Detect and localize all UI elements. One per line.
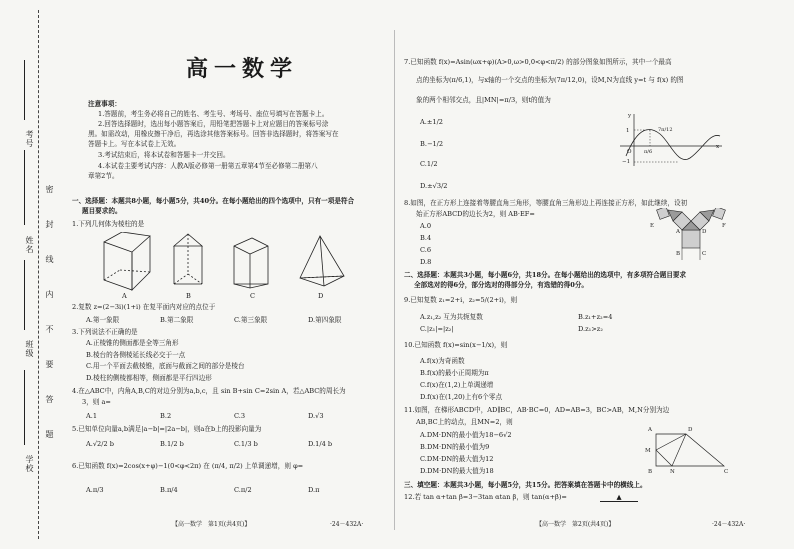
- seal-word: 内: [45, 290, 54, 299]
- binding-strip: [0, 0, 62, 549]
- fig11-label-a: A: [648, 427, 652, 433]
- q6-stem: 6.已知函数 f(x)=2cos(x+φ)−1(0<φ<2π) 在 (π/4, π/2) 上单调递增，则 φ=: [72, 462, 304, 470]
- notice-line: 3.考试结束后，将本试卷和答题卡一并交回。: [98, 151, 230, 159]
- q11-option-c: C.DM·DN的最大值为12: [420, 455, 494, 463]
- q4-option-d: D.√3: [308, 412, 324, 420]
- page-divider: [394, 30, 395, 530]
- graph-label-pi6: π/6: [644, 149, 653, 155]
- seal-word: 题: [45, 430, 54, 439]
- notice-line: 答题卡上。写在本试卷上无效。: [88, 140, 181, 148]
- q9-option-a: A.z₁,z₂ 互为共轭复数: [420, 313, 483, 321]
- fig11-label-n: N: [670, 469, 675, 475]
- q6-option-a: A.π/3: [86, 486, 104, 494]
- fig11-label-b: B: [648, 469, 653, 475]
- notice-line: 黑。如需改动，用橡皮擦干净后，再选涂其他答案标号。回答非选择题时，将答案写在: [88, 130, 339, 138]
- seal-word: 封: [45, 220, 54, 229]
- fig11-label-c: C: [724, 469, 729, 475]
- fig8-label-e: E: [650, 223, 655, 229]
- seal-line: [38, 10, 39, 539]
- seal-word: 答: [45, 395, 54, 404]
- q12-stem: 12.若 tan α+tan β=3−3tan αtan β，则 tan(α+β)=: [404, 493, 567, 501]
- q7-stem-cont: 点的坐标为(π/6,1)，与x轴的一个交点的坐标为(7π/12,0)，设M,N为直线 y=t 与 f(x) 的图: [416, 76, 684, 84]
- q1-label-a: A: [122, 292, 127, 300]
- q11-option-a: A.DM·DN的最小值为18−6√2: [420, 431, 512, 439]
- graph-label-x: x: [716, 144, 720, 150]
- label-class: 班级: [25, 340, 34, 358]
- q2-option-c: C.第三象限: [234, 316, 268, 324]
- q7-option-b: B.−1/2: [420, 140, 444, 148]
- q10-stem: 10.已知函数 f(x)=sin(x−1/x)，则: [404, 341, 508, 349]
- notice-line: 2.回答选择题时，选出每小题答案后，用铅笔把答题卡上对应题目的答案标号涂: [98, 120, 329, 128]
- q8-option-c: C.6: [420, 246, 432, 254]
- q2-stem: 2.复数 z=(2−3i)(1+i) 在复平面内对应的点位于: [72, 303, 216, 311]
- label-exam-number: 考号: [25, 130, 34, 148]
- q3-option-d: D.棱柱的侧棱都相等，侧面都是平行四边形: [86, 374, 212, 382]
- q3-option-a: A.正棱锥的侧面都是全等三角形: [86, 339, 179, 347]
- q8-option-d: D.8: [420, 258, 432, 266]
- footer-left-page: 【高一数学 第1页(共4页)】: [172, 521, 251, 528]
- page-title: 高一数学: [186, 57, 299, 82]
- blank-line-class: [24, 260, 25, 330]
- q5-option-d: D.1/4 b: [308, 440, 333, 448]
- q4-option-b: B.2: [160, 412, 172, 420]
- q7-sine-graph: [616, 112, 726, 168]
- q5-option-b: B.1/2 b: [160, 440, 184, 448]
- q9-option-c: C.|z₁|=|z₂|: [420, 325, 454, 333]
- seal-word: 要: [45, 360, 54, 369]
- q10-option-c: C.f(x)在(1,2)上单调递增: [420, 381, 494, 389]
- q11-trapezoid-figure: [650, 428, 730, 474]
- sine-curve: [626, 129, 720, 159]
- footer-right-page: 【高一数学 第2页(共4页)】: [536, 521, 615, 528]
- q11-option-d: D.DM·DN的最大值为18: [420, 467, 494, 475]
- notice-heading: 注意事项：: [88, 100, 121, 108]
- q3-stem: 3.下列说法不正确的是: [72, 328, 138, 336]
- q8-figure: [652, 208, 730, 266]
- seal-word: 密: [45, 185, 54, 194]
- notice-line: 1.答题前，考生务必将自己的姓名、考生号、考场号、座位号填写在答题卡上。: [98, 110, 329, 118]
- solid-c: [234, 238, 268, 288]
- seal-word: 不: [45, 325, 54, 334]
- q6-option-d: D.π: [308, 486, 320, 494]
- q10-option-b: B.f(x)的最小正周期为π: [420, 369, 489, 377]
- q7-option-a: A.±1/2: [420, 118, 443, 126]
- q7-option-d: D.±√3/2: [420, 182, 448, 190]
- solid-a: [104, 232, 150, 290]
- q11-stem-cont: AB,BC上的动点，且MN=2，则: [416, 418, 513, 426]
- graph-label-neg-one: −1: [622, 159, 631, 165]
- section2-heading: 二、选择题：本题共3小题，每小题6分，共18分。在每小题给出的选项中，有多项符合题目要求: [404, 271, 687, 279]
- trapezoid: [656, 434, 724, 466]
- graph-label-7pi12: 7π/12: [658, 127, 673, 133]
- graph-label-origin: O: [627, 149, 632, 155]
- graph-label-one: 1: [626, 128, 630, 134]
- q2-option-d: D.第四象限: [308, 316, 342, 324]
- q11-stem: 11.如图，在梯形ABCD中，AD∥BC，AB·BC=0，AD=AB=3，BC>AB，M,N分别为边: [404, 406, 670, 414]
- q1-label-c: C: [250, 292, 256, 300]
- q4-option-c: C.3: [234, 412, 246, 420]
- q1-stem: 1.下列几何体为棱柱的是: [72, 220, 145, 228]
- q6-option-c: C.π/2: [234, 486, 252, 494]
- q5-option-c: C.1/3 b: [234, 440, 258, 448]
- q11-option-b: B.DM·DN的最小值为9: [420, 443, 490, 451]
- q8-option-a: A.0: [420, 222, 432, 230]
- graph-label-y: y: [628, 113, 632, 119]
- seal-word: 线: [45, 255, 54, 264]
- section1-heading: 一、选择题：本题共8小题，每小题5分，共40分。在每小题给出的四个选项中，只有一项是符合: [72, 197, 355, 205]
- q3-option-c: C.用一个平面去截棱锥，底面与截面之间的部分是棱台: [86, 362, 245, 370]
- q1-label-b: B: [186, 292, 191, 300]
- fig8-label-a: A: [676, 229, 680, 235]
- q9-stem: 9.已知复数 z₁=2+i，z₂=5/(2+i)，则: [404, 296, 518, 304]
- q4-stem: 4.在△ABC中，内角A,B,C的对边分别为a,b,c，且 sin B+sin C=2sin A，若△ABC的周长为: [72, 387, 346, 395]
- q10-option-a: A.f(x)为奇函数: [420, 357, 465, 365]
- square-abcd: [682, 230, 700, 248]
- solid-d: [300, 236, 344, 286]
- q4-option-a: A.1: [86, 412, 98, 420]
- fig11-label-m: M: [645, 448, 651, 454]
- label-school: 学校: [25, 455, 34, 473]
- q5-stem: 5.已知单位向量a,b满足|a−b|=|2a−b|，则a在b上的投影向量为: [72, 425, 262, 433]
- fig8-label-d: D: [702, 229, 707, 235]
- fig8-label-c: C: [702, 251, 707, 257]
- q5-option-a: A.√2/2 b: [86, 440, 114, 448]
- q7-stem-cont2: 象的两个相邻交点，且|MN|=π/3，则t的值为: [416, 96, 551, 104]
- q9-option-d: D.z₁>z₂: [578, 325, 603, 333]
- footer-left-code: ·24－432A·: [330, 521, 364, 528]
- label-name: 姓名: [25, 236, 34, 254]
- q4-stem-cont: 3，则 a=: [82, 398, 111, 406]
- section1-heading-cont: 题目要求的。: [82, 207, 122, 215]
- notice-line: 4.本试卷主要考试内容：人教A版必修第一册第五章第4节至必修第二册第八: [98, 162, 318, 170]
- q12-answer-blank[interactable]: ▲: [600, 493, 638, 502]
- q8-stem-cont: 始正方形ABCD的边长为2，则 AB·EF=: [416, 210, 535, 218]
- q10-option-d: D.f(x)在(1,20)上有6个零点: [420, 393, 503, 401]
- solid-b: [174, 234, 202, 284]
- q2-option-b: B.第二象限: [160, 316, 194, 324]
- blank-line-name: [24, 150, 25, 225]
- blank-line-exam-number: [24, 60, 25, 120]
- q1-label-d: D: [318, 292, 324, 300]
- section3-heading: 三、填空题：本题共3小题，每小题5分，共15分。把答案填在答题卡中的横线上。: [404, 481, 647, 489]
- section2-heading-cont: 全部选对的得6分，部分选对的得部分分，有选错的得0分。: [414, 281, 589, 289]
- q3-option-b: B.棱台的各侧棱延长线必交于一点: [86, 351, 186, 359]
- q7-stem: 7.已知函数 f(x)=Asin(ωx+φ)(A>0,ω>0,0<φ<π/2) 的部分图象如图所示，其中一个最高: [404, 58, 672, 66]
- q6-option-b: B.π/4: [160, 486, 178, 494]
- fig11-label-d: D: [688, 427, 693, 433]
- footer-right-code: ·24－432A·: [712, 521, 746, 528]
- q2-option-a: A.第一象限: [86, 316, 120, 324]
- q9-option-b: B.z₁+z₂=4: [578, 313, 613, 321]
- blank-line-school: [24, 370, 25, 445]
- fig8-label-b: B: [676, 251, 681, 257]
- q8-stem: 8.如图，在正方形上连接着等腰直角三角形，等腰直角三角形边上再连接正方形，如此继续，设初: [404, 199, 688, 207]
- q8-option-b: B.4: [420, 234, 432, 242]
- q7-option-c: C.1/2: [420, 160, 438, 168]
- notice-line: 章第2节。: [88, 172, 119, 180]
- fig8-label-f: F: [722, 223, 726, 229]
- q1-solids-figure: [92, 232, 362, 294]
